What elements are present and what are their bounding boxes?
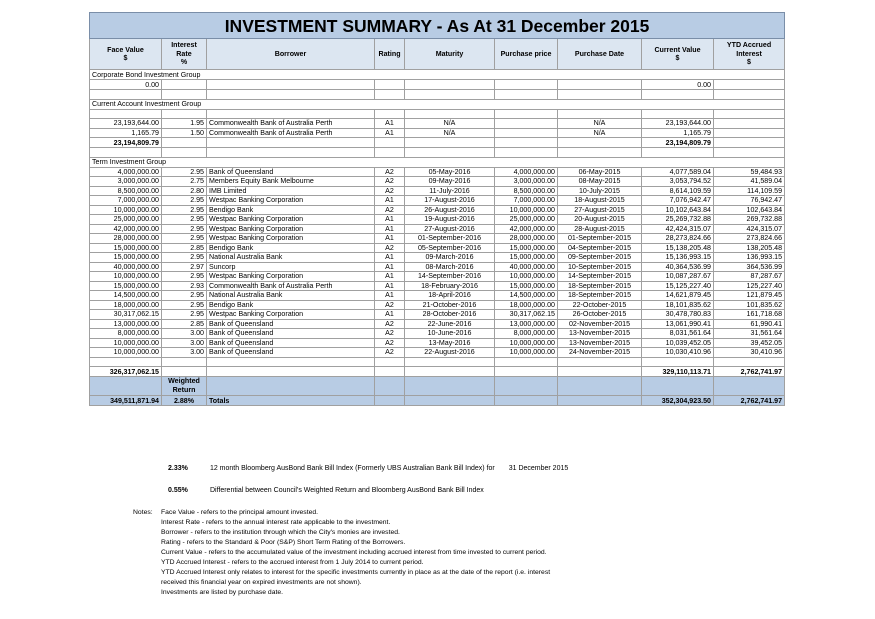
purchase-price-cell: 7,000,000.00 <box>495 196 558 206</box>
interest-rate-cell: 2.95 <box>162 234 207 244</box>
maturity-cell: 05-September-2016 <box>405 243 495 253</box>
purchase-date-cell: 13-November-2015 <box>558 338 642 348</box>
maturity-cell: 09-March-2016 <box>405 253 495 263</box>
ytd-interest-cell: 102,643.84 <box>714 205 785 215</box>
borrower-cell: Bendigo Bank <box>207 300 375 310</box>
rating-cell: A2 <box>375 167 405 177</box>
face-value-cell: 1,165.79 <box>90 128 162 138</box>
interest-rate-cell: 2.95 <box>162 291 207 301</box>
maturity-cell: 13-May-2016 <box>405 338 495 348</box>
maturity-cell: 11-July-2016 <box>405 186 495 196</box>
note-line: Current Value - refers to the accumulated value of the investment including accrued interest from time invested to current period. <box>161 549 547 556</box>
rating-cell: A1 <box>375 119 405 129</box>
section-corporate <box>90 70 785 80</box>
ytd-interest-cell <box>714 128 785 138</box>
note-line: Interest Rate - refers to the annual interest rate applicable to the investment. <box>161 519 391 526</box>
maturity-cell: 26-August-2016 <box>405 205 495 215</box>
ytd-interest-cell: 114,109.59 <box>714 186 785 196</box>
purchase-price-cell: 15,000,000.00 <box>495 243 558 253</box>
current-value-cell: 13,061,990.41 <box>642 319 714 329</box>
corporate-current: 0.00 <box>642 80 714 90</box>
borrower-cell: Commonwealth Bank of Australia Perth <box>207 281 375 291</box>
interest-rate-cell: 2.95 <box>162 253 207 263</box>
purchase-price-cell: 25,000,000.00 <box>495 215 558 225</box>
purchase-price-cell: 10,000,000.00 <box>495 272 558 282</box>
ytd-interest-cell: 125,227.40 <box>714 281 785 291</box>
benchmark-date: 31 December 2015 <box>508 465 569 472</box>
ytd-interest-cell: 59,484.93 <box>714 167 785 177</box>
rating-cell: A2 <box>375 300 405 310</box>
borrower-cell: Commonwealth Bank of Australia Perth <box>207 119 375 129</box>
maturity-cell: 21-October-2016 <box>405 300 495 310</box>
current-value-cell: 7,076,942.47 <box>642 196 714 206</box>
weighted-rate: 2.88% <box>162 396 207 406</box>
col-purchase-date: Purchase Date <box>558 39 642 70</box>
rating-cell: A1 <box>375 234 405 244</box>
maturity-cell: 09-May-2016 <box>405 177 495 187</box>
term-row <box>90 348 785 358</box>
face-value-cell: 30,317,062.15 <box>90 310 162 320</box>
purchase-date-cell: 04-September-2015 <box>558 243 642 253</box>
borrower-cell: Commonwealth Bank of Australia Perth <box>207 128 375 138</box>
purchase-price-cell: 18,000,000.00 <box>495 300 558 310</box>
borrower-cell: Bendigo Bank <box>207 243 375 253</box>
purchase-date-cell: 01-September-2015 <box>558 234 642 244</box>
ytd-interest-cell: 138,205.48 <box>714 243 785 253</box>
rating-cell: A1 <box>375 291 405 301</box>
header-row <box>90 39 785 70</box>
maturity-cell: N/A <box>405 128 495 138</box>
rating-cell: A1 <box>375 272 405 282</box>
ytd-interest-cell: 101,835.62 <box>714 300 785 310</box>
notes-label: Notes: <box>133 509 153 516</box>
face-value-cell: 3,000,000.00 <box>90 177 162 187</box>
rating-cell: A2 <box>375 186 405 196</box>
term-subtotal: 326,317,062.15 329,110,113.71 2,762,741.97 <box>90 367 785 377</box>
current-account-subtotal: 23,194,809.79 23,194,809.79 <box>90 138 785 148</box>
ytd-interest-cell: 136,993.15 <box>714 253 785 263</box>
col-ytd-interest: YTD Accrued Interest $ <box>714 39 785 70</box>
purchase-date-cell: 22-October-2015 <box>558 300 642 310</box>
differential-rate: 0.55% <box>168 487 188 494</box>
purchase-date-cell: 13-November-2015 <box>558 329 642 339</box>
current-value-cell: 25,269,732.88 <box>642 215 714 225</box>
maturity-cell: 18-February-2016 <box>405 281 495 291</box>
interest-rate-cell: 2.85 <box>162 243 207 253</box>
interest-rate-cell: 2.93 <box>162 281 207 291</box>
purchase-date-cell: 20-August-2015 <box>558 215 642 225</box>
borrower-cell: Bank of Queensland <box>207 319 375 329</box>
face-value-cell: 10,000,000.00 <box>90 338 162 348</box>
maturity-cell: 01-September-2016 <box>405 234 495 244</box>
borrower-cell: Westpac Banking Corporation <box>207 224 375 234</box>
note-line: Face Value - refers to the principal amount invested. <box>161 509 319 516</box>
maturity-cell: 22-August-2016 <box>405 348 495 358</box>
ytd-interest-cell <box>714 119 785 129</box>
note-line: Borrower - refers to the institution through which the City's monies are invested. <box>161 529 400 536</box>
interest-rate-cell: 2.95 <box>162 196 207 206</box>
interest-rate-cell: 2.75 <box>162 177 207 187</box>
ytd-interest-cell: 273,824.66 <box>714 234 785 244</box>
term-row <box>90 329 785 339</box>
purchase-price-cell <box>495 119 558 129</box>
interest-rate-cell: 2.95 <box>162 205 207 215</box>
total-ytd: 2,762,741.97 <box>714 396 785 406</box>
interest-rate-cell: 3.00 <box>162 348 207 358</box>
interest-rate-cell: 2.97 <box>162 262 207 272</box>
maturity-cell: 17-August-2016 <box>405 196 495 206</box>
rating-cell: A2 <box>375 177 405 187</box>
term-row <box>90 338 785 348</box>
interest-rate-cell: 2.95 <box>162 310 207 320</box>
term-row <box>90 310 785 320</box>
borrower-cell: Westpac Banking Corporation <box>207 215 375 225</box>
section-term <box>90 157 785 167</box>
totals-label: Totals <box>207 396 375 406</box>
purchase-date-cell: 18-September-2015 <box>558 281 642 291</box>
term-row <box>90 281 785 291</box>
face-value-cell: 25,000,000.00 <box>90 215 162 225</box>
purchase-date-cell: 26-October-2015 <box>558 310 642 320</box>
note-line: Rating - refers to the Standard & Poor (S&P) Short Term Rating of the Borrowers. <box>161 539 406 546</box>
face-value-cell: 23,193,644.00 <box>90 119 162 129</box>
borrower-cell: National Australia Bank <box>207 253 375 263</box>
col-maturity: Maturity <box>405 39 495 70</box>
section-current-account <box>90 99 785 109</box>
ytd-interest-cell: 269,732.88 <box>714 215 785 225</box>
purchase-price-cell: 30,317,062.15 <box>495 310 558 320</box>
face-value-cell: 15,000,000.00 <box>90 281 162 291</box>
current-value-cell: 8,614,109.59 <box>642 186 714 196</box>
current-account-row <box>90 128 785 138</box>
rating-cell: A1 <box>375 196 405 206</box>
notes-text <box>161 508 681 598</box>
term-row <box>90 319 785 329</box>
interest-rate-cell: 2.95 <box>162 272 207 282</box>
total-current: 352,304,923.50 <box>642 396 714 406</box>
term-row <box>90 243 785 253</box>
borrower-cell: IMB Limited <box>207 186 375 196</box>
face-value-cell: 15,000,000.00 <box>90 253 162 263</box>
rating-cell: A2 <box>375 205 405 215</box>
term-row <box>90 205 785 215</box>
differential-line <box>168 487 484 494</box>
rating-cell: A1 <box>375 310 405 320</box>
maturity-cell: 18-April-2016 <box>405 291 495 301</box>
current-account-row <box>90 119 785 129</box>
col-interest-rate: Interest Rate % <box>162 39 207 70</box>
col-purchase-price: Purchase price <box>495 39 558 70</box>
section-label: Corporate Bond Investment Group <box>90 70 785 80</box>
purchase-price-cell: 4,000,000.00 <box>495 167 558 177</box>
current-value-cell: 15,125,227.40 <box>642 281 714 291</box>
purchase-price-cell: 15,000,000.00 <box>495 253 558 263</box>
face-value-cell: 10,000,000.00 <box>90 272 162 282</box>
col-face-value: Face Value $ <box>90 39 162 70</box>
purchase-price-cell: 10,000,000.00 <box>495 205 558 215</box>
current-value-cell: 1,165.79 <box>642 128 714 138</box>
purchase-price-cell: 10,000,000.00 <box>495 338 558 348</box>
term-row <box>90 291 785 301</box>
ytd-interest-cell: 39,452.05 <box>714 338 785 348</box>
maturity-cell: 19-August-2016 <box>405 215 495 225</box>
maturity-cell: N/A <box>405 119 495 129</box>
interest-rate-cell: 2.95 <box>162 300 207 310</box>
purchase-price-cell: 3,000,000.00 <box>495 177 558 187</box>
current-value-cell: 8,031,561.64 <box>642 329 714 339</box>
face-value-cell: 18,000,000.00 <box>90 300 162 310</box>
rating-cell: A2 <box>375 348 405 358</box>
current-value-cell: 14,621,879.45 <box>642 291 714 301</box>
purchase-price-cell: 40,000,000.00 <box>495 262 558 272</box>
borrower-cell: Bank of Queensland <box>207 338 375 348</box>
face-value-cell: 8,500,000.00 <box>90 186 162 196</box>
purchase-price-cell: 8,000,000.00 <box>495 329 558 339</box>
purchase-date-cell: 24-November-2015 <box>558 348 642 358</box>
rating-cell: A2 <box>375 329 405 339</box>
rating-cell: A1 <box>375 253 405 263</box>
maturity-cell: 28-October-2016 <box>405 310 495 320</box>
interest-rate-cell: 2.95 <box>162 167 207 177</box>
borrower-cell: Westpac Banking Corporation <box>207 272 375 282</box>
section-label: Current Account Investment Group <box>90 99 785 109</box>
totals-row <box>90 396 785 406</box>
purchase-date-cell: 10-September-2015 <box>558 262 642 272</box>
purchase-price-cell <box>495 128 558 138</box>
term-row <box>90 262 785 272</box>
purchase-date-cell: 06-May-2015 <box>558 167 642 177</box>
interest-rate-cell: 2.85 <box>162 319 207 329</box>
current-value-cell: 4,077,589.04 <box>642 167 714 177</box>
rating-cell: A2 <box>375 243 405 253</box>
current-value-cell: 40,364,536.99 <box>642 262 714 272</box>
ytd-interest-cell: 424,315.07 <box>714 224 785 234</box>
maturity-cell: 10-June-2016 <box>405 329 495 339</box>
current-value-cell: 15,136,993.15 <box>642 253 714 263</box>
borrower-cell: Bank of Queensland <box>207 348 375 358</box>
face-value-cell: 7,000,000.00 <box>90 196 162 206</box>
rating-cell: A2 <box>375 319 405 329</box>
current-value-cell: 15,138,205.48 <box>642 243 714 253</box>
section-label: Term Investment Group <box>90 157 785 167</box>
purchase-date-cell: 09-September-2015 <box>558 253 642 263</box>
borrower-cell: Bendigo Bank <box>207 205 375 215</box>
interest-rate-cell: 3.00 <box>162 338 207 348</box>
term-row <box>90 167 785 177</box>
purchase-date-cell: 28-August-2015 <box>558 224 642 234</box>
rating-cell: A2 <box>375 338 405 348</box>
borrower-cell: Suncorp <box>207 262 375 272</box>
term-row <box>90 253 785 263</box>
interest-rate-cell: 2.95 <box>162 215 207 225</box>
ytd-interest-cell: 30,410.96 <box>714 348 785 358</box>
ytd-interest-cell: 76,942.47 <box>714 196 785 206</box>
benchmark-rate: 2.33% <box>168 465 188 472</box>
term-row <box>90 177 785 187</box>
note-line: YTD Accrued Interest only relates to interest for the specific investments currently in place as at the date of the report (i.e. interest <box>161 569 551 576</box>
current-value-cell: 28,273,824.66 <box>642 234 714 244</box>
face-value-cell: 10,000,000.00 <box>90 348 162 358</box>
investment-table <box>89 12 785 406</box>
face-value-cell: 42,000,000.00 <box>90 224 162 234</box>
term-row <box>90 300 785 310</box>
rating-cell: A1 <box>375 281 405 291</box>
purchase-price-cell: 10,000,000.00 <box>495 348 558 358</box>
purchase-price-cell: 8,500,000.00 <box>495 186 558 196</box>
benchmark-line <box>168 465 568 472</box>
interest-rate-cell: 3.00 <box>162 329 207 339</box>
term-row <box>90 196 785 206</box>
face-value-cell: 10,000,000.00 <box>90 205 162 215</box>
term-row <box>90 224 785 234</box>
purchase-date-cell: N/A <box>558 119 642 129</box>
benchmark-text: 12 month Bloomberg AusBond Bank Bill Index (Formerly UBS Australian Bank Bill Index) for <box>209 465 495 472</box>
borrower-cell: Westpac Banking Corporation <box>207 196 375 206</box>
face-value-cell: 40,000,000.00 <box>90 262 162 272</box>
maturity-cell: 14-September-2016 <box>405 272 495 282</box>
rating-cell: A1 <box>375 215 405 225</box>
borrower-cell: Bank of Queensland <box>207 329 375 339</box>
current-value-cell: 3,053,794.52 <box>642 177 714 187</box>
col-current-value: Current Value $ <box>642 39 714 70</box>
interest-rate-cell: 1.50 <box>162 128 207 138</box>
weighted-return-row <box>90 377 785 396</box>
borrower-cell: Bank of Queensland <box>207 167 375 177</box>
current-value-cell: 30,478,780.83 <box>642 310 714 320</box>
purchase-date-cell: N/A <box>558 128 642 138</box>
col-rating: Rating <box>375 39 405 70</box>
ytd-interest-cell: 161,718.68 <box>714 310 785 320</box>
current-value-cell: 10,087,287.67 <box>642 272 714 282</box>
ytd-interest-cell: 61,990.41 <box>714 319 785 329</box>
purchase-price-cell: 13,000,000.00 <box>495 319 558 329</box>
term-row <box>90 234 785 244</box>
page-title: INVESTMENT SUMMARY - As At 31 December 2015 <box>90 13 785 39</box>
interest-rate-cell: 1.95 <box>162 119 207 129</box>
term-row <box>90 186 785 196</box>
face-value-cell: 14,500,000.00 <box>90 291 162 301</box>
note-line: Investments are listed by purchase date. <box>161 589 284 596</box>
purchase-price-cell: 42,000,000.00 <box>495 224 558 234</box>
rating-cell: A1 <box>375 224 405 234</box>
maturity-cell: 27-August-2016 <box>405 224 495 234</box>
purchase-price-cell: 15,000,000.00 <box>495 281 558 291</box>
current-value-cell: 10,039,452.05 <box>642 338 714 348</box>
weighted-return-label: Weighted Return <box>162 377 207 396</box>
borrower-cell: Westpac Banking Corporation <box>207 310 375 320</box>
purchase-price-cell: 14,500,000.00 <box>495 291 558 301</box>
ytd-interest-cell: 364,536.99 <box>714 262 785 272</box>
purchase-date-cell: 18-September-2015 <box>558 291 642 301</box>
interest-rate-cell: 2.80 <box>162 186 207 196</box>
face-value-cell: 28,000,000.00 <box>90 234 162 244</box>
title-row <box>90 13 785 39</box>
maturity-cell: 22-June-2016 <box>405 319 495 329</box>
ytd-interest-cell: 121,879.45 <box>714 291 785 301</box>
current-value-cell: 23,193,644.00 <box>642 119 714 129</box>
term-row <box>90 272 785 282</box>
current-value-cell: 18,101,835.62 <box>642 300 714 310</box>
current-value-cell: 42,424,315.07 <box>642 224 714 234</box>
term-row <box>90 215 785 225</box>
current-value-cell: 10,030,410.96 <box>642 348 714 358</box>
ytd-interest-cell: 31,561.64 <box>714 329 785 339</box>
purchase-date-cell: 18-August-2015 <box>558 196 642 206</box>
purchase-date-cell: 10-July-2015 <box>558 186 642 196</box>
maturity-cell: 08-March-2016 <box>405 262 495 272</box>
purchase-date-cell: 14-September-2015 <box>558 272 642 282</box>
maturity-cell: 05-May-2016 <box>405 167 495 177</box>
purchase-date-cell: 27-August-2015 <box>558 205 642 215</box>
differential-text: Differential between Council's Weighted Return and Bloomberg AusBond Bank Bill Index <box>209 487 484 494</box>
ytd-interest-cell: 87,287.67 <box>714 272 785 282</box>
face-value-cell: 8,000,000.00 <box>90 329 162 339</box>
borrower-cell: Westpac Banking Corporation <box>207 234 375 244</box>
total-face: 349,511,871.94 <box>90 396 162 406</box>
corporate-total-row <box>90 80 785 90</box>
interest-rate-cell: 2.95 <box>162 224 207 234</box>
note-line: received this financial year on expired investments are not shown). <box>161 579 362 586</box>
corporate-face: 0.00 <box>90 80 162 90</box>
borrower-cell: National Australia Bank <box>207 291 375 301</box>
rating-cell: A1 <box>375 128 405 138</box>
rating-cell: A1 <box>375 262 405 272</box>
face-value-cell: 4,000,000.00 <box>90 167 162 177</box>
borrower-cell: Members Equity Bank Melbourne <box>207 177 375 187</box>
current-value-cell: 10,102,643.84 <box>642 205 714 215</box>
purchase-date-cell: 08-May-2015 <box>558 177 642 187</box>
face-value-cell: 13,000,000.00 <box>90 319 162 329</box>
purchase-price-cell: 28,000,000.00 <box>495 234 558 244</box>
face-value-cell: 15,000,000.00 <box>90 243 162 253</box>
note-line: YTD Accrued Interest - refers to the accrued interest from 1 July 2014 to current period. <box>161 559 424 566</box>
purchase-date-cell: 02-November-2015 <box>558 319 642 329</box>
ytd-interest-cell: 41,589.04 <box>714 177 785 187</box>
col-borrower: Borrower <box>207 39 375 70</box>
